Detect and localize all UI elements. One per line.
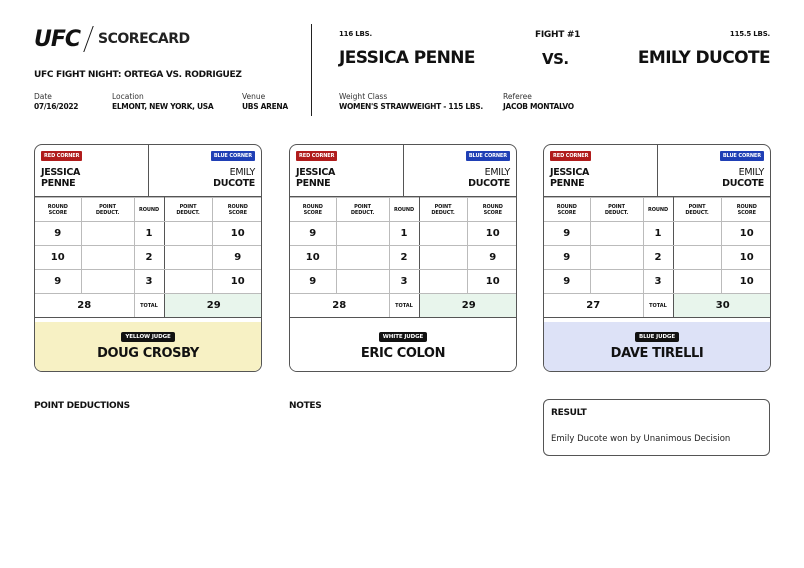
judge-name: DOUG CROSBY [97, 346, 199, 361]
round-number: 1 [643, 222, 673, 246]
red-round-score: 9 [35, 270, 81, 294]
total-label: TOTAL [134, 294, 164, 318]
round-number: 3 [134, 270, 164, 294]
red-fighter-name: JESSICA PENNE [339, 48, 475, 68]
round-header: ROUND [134, 198, 164, 222]
judge-scorecard [289, 144, 517, 372]
versus-label: VS. [542, 50, 569, 68]
red-corner-badge: RED CORNER [550, 151, 591, 161]
round-row [544, 246, 771, 270]
red-round-score-header: ROUND SCORE [544, 198, 590, 222]
blue-point-deduction [419, 270, 467, 294]
ufc-logo [34, 26, 190, 52]
red-point-deduction [590, 270, 643, 294]
red-round-score: 9 [544, 222, 590, 246]
judge-badge: YELLOW JUDGE [121, 332, 174, 342]
ufc-logo-text: UFC [34, 26, 81, 52]
event-title: UFC FIGHT NIGHT: ORTEGA VS. RODRIGUEZ [34, 70, 242, 80]
blue-point-deduction [419, 222, 467, 246]
date-label: Date [34, 92, 52, 101]
blue-last-name: DUCOTE [468, 178, 510, 189]
red-first-name: JESSICA [550, 167, 590, 178]
red-fighter-weight: 116 LBS. [339, 30, 372, 38]
blue-round-score: 9 [212, 246, 262, 270]
judge-footer [35, 322, 261, 372]
red-total: 27 [544, 294, 643, 318]
notes-title: NOTES [289, 401, 322, 411]
total-label: TOTAL [643, 294, 673, 318]
score-table-header [544, 198, 771, 222]
blue-round-score: 10 [721, 270, 771, 294]
score-table [544, 197, 771, 318]
blue-total: 29 [164, 294, 262, 318]
red-point-deduct-header: POINT DEDUCT. [81, 198, 134, 222]
round-number: 1 [134, 222, 164, 246]
blue-fighter-name: EMILY DUCOTE [637, 48, 770, 68]
red-point-deduct-header: POINT DEDUCT. [336, 198, 389, 222]
date-value: 07/16/2022 [34, 102, 79, 111]
corner-divider [148, 145, 149, 197]
red-corner-fighter [550, 167, 589, 189]
blue-first-name: EMILY [229, 167, 255, 178]
blue-round-score: 10 [212, 222, 262, 246]
blue-point-deduct-header: POINT DEDUCT. [419, 198, 467, 222]
result-title: RESULT [551, 408, 587, 418]
red-point-deduction [81, 270, 134, 294]
blue-corner-badge: BLUE CORNER [211, 151, 255, 161]
red-point-deduction [81, 222, 134, 246]
red-point-deduction [336, 222, 389, 246]
blue-corner-badge: BLUE CORNER [720, 151, 764, 161]
blue-point-deduction [673, 270, 721, 294]
blue-corner-fighter [722, 167, 764, 189]
judge-footer [290, 322, 516, 372]
red-last-name: PENNE [550, 178, 585, 189]
blue-corner-fighter [468, 167, 510, 189]
header-divider [311, 24, 312, 116]
red-corner-badge: RED CORNER [41, 151, 82, 161]
red-point-deduction [336, 270, 389, 294]
blue-round-score: 10 [721, 246, 771, 270]
blue-fighter-weight: 115.5 LBS. [729, 30, 770, 38]
red-round-score: 10 [35, 246, 81, 270]
red-round-score: 9 [544, 270, 590, 294]
red-point-deduction [590, 246, 643, 270]
blue-corner-fighter [213, 167, 255, 189]
blue-total: 29 [419, 294, 517, 318]
red-point-deduction [81, 246, 134, 270]
round-number: 3 [643, 270, 673, 294]
blue-corner-badge: BLUE CORNER [466, 151, 510, 161]
corner-divider [657, 145, 658, 197]
blue-round-score: 9 [467, 246, 517, 270]
blue-first-name: EMILY [484, 167, 510, 178]
blue-point-deduction [164, 246, 212, 270]
blue-point-deduction [419, 246, 467, 270]
round-number: 2 [389, 246, 419, 270]
card-header [35, 145, 261, 197]
blue-round-score-header: ROUND SCORE [721, 198, 771, 222]
weight-class-label: Weight Class [339, 92, 388, 101]
score-table [35, 197, 262, 318]
judge-scorecard [34, 144, 262, 372]
red-corner-badge: RED CORNER [296, 151, 337, 161]
location-value: ELMONT, NEW YORK, USA [112, 102, 214, 111]
card-header [290, 145, 516, 197]
judge-scorecard [543, 144, 771, 372]
red-corner-fighter [296, 167, 335, 189]
blue-round-score: 10 [467, 222, 517, 246]
blue-last-name: DUCOTE [213, 178, 255, 189]
weight-class-value: WOMEN'S STRAWWEIGHT - 115 LBS. [339, 102, 483, 111]
blue-total: 30 [673, 294, 771, 318]
point-deductions-title: POINT DEDUCTIONS [34, 401, 130, 411]
fight-number: FIGHT #1 [535, 30, 581, 40]
result-box [543, 399, 770, 456]
round-row [290, 222, 517, 246]
result-text: Emily Ducote won by Unanimous Decision [551, 434, 731, 444]
blue-point-deduct-header: POINT DEDUCT. [673, 198, 721, 222]
round-row [35, 270, 262, 294]
total-row [290, 294, 517, 318]
blue-first-name: EMILY [738, 167, 764, 178]
judge-name: ERIC COLON [360, 346, 446, 361]
total-row [35, 294, 262, 318]
round-row [290, 246, 517, 270]
round-header: ROUND [643, 198, 673, 222]
round-row [290, 270, 517, 294]
total-label: TOTAL [389, 294, 419, 318]
blue-point-deduction [164, 270, 212, 294]
venue-label: Venue [242, 92, 266, 101]
red-round-score: 10 [290, 246, 336, 270]
blue-round-score-header: ROUND SCORE [212, 198, 262, 222]
judge-footer [544, 322, 770, 372]
blue-point-deduct-header: POINT DEDUCT. [164, 198, 212, 222]
judge-name: DAVE TIRELLI [610, 346, 704, 361]
referee-label: Referee [503, 92, 532, 101]
round-header: ROUND [389, 198, 419, 222]
red-corner-fighter [41, 167, 80, 189]
round-number: 3 [389, 270, 419, 294]
red-first-name: JESSICA [41, 167, 81, 178]
red-last-name: PENNE [41, 178, 76, 189]
score-table-header [290, 198, 517, 222]
red-first-name: JESSICA [296, 167, 336, 178]
round-row [35, 246, 262, 270]
location-label: Location [112, 92, 144, 101]
score-table-header [35, 198, 262, 222]
blue-round-score: 10 [212, 270, 262, 294]
round-number: 2 [643, 246, 673, 270]
blue-point-deduction [673, 246, 721, 270]
blue-round-score: 10 [721, 222, 771, 246]
red-round-score: 9 [544, 246, 590, 270]
round-row [544, 270, 771, 294]
venue-value: UBS ARENA [242, 102, 288, 111]
blue-round-score-header: ROUND SCORE [467, 198, 517, 222]
logo-divider [83, 26, 93, 52]
round-number: 1 [389, 222, 419, 246]
blue-round-score: 10 [467, 270, 517, 294]
red-last-name: PENNE [296, 178, 331, 189]
red-total: 28 [35, 294, 134, 318]
red-point-deduction [336, 246, 389, 270]
red-point-deduct-header: POINT DEDUCT. [590, 198, 643, 222]
score-table [290, 197, 517, 318]
judge-badge: BLUE JUDGE [635, 332, 679, 342]
red-round-score-header: ROUND SCORE [290, 198, 336, 222]
red-round-score-header: ROUND SCORE [35, 198, 81, 222]
corner-divider [403, 145, 404, 197]
card-header [544, 145, 770, 197]
referee-value: JACOB MONTALVO [503, 102, 574, 111]
judge-badge: WHITE JUDGE [379, 332, 427, 342]
red-round-score: 9 [290, 222, 336, 246]
blue-point-deduction [164, 222, 212, 246]
scorecard-label: SCORECARD [98, 31, 190, 47]
round-number: 2 [134, 246, 164, 270]
red-round-score: 9 [290, 270, 336, 294]
blue-last-name: DUCOTE [722, 178, 764, 189]
red-point-deduction [590, 222, 643, 246]
red-total: 28 [290, 294, 389, 318]
round-row [544, 222, 771, 246]
total-row [544, 294, 771, 318]
red-round-score: 9 [35, 222, 81, 246]
blue-point-deduction [673, 222, 721, 246]
round-row [35, 222, 262, 246]
